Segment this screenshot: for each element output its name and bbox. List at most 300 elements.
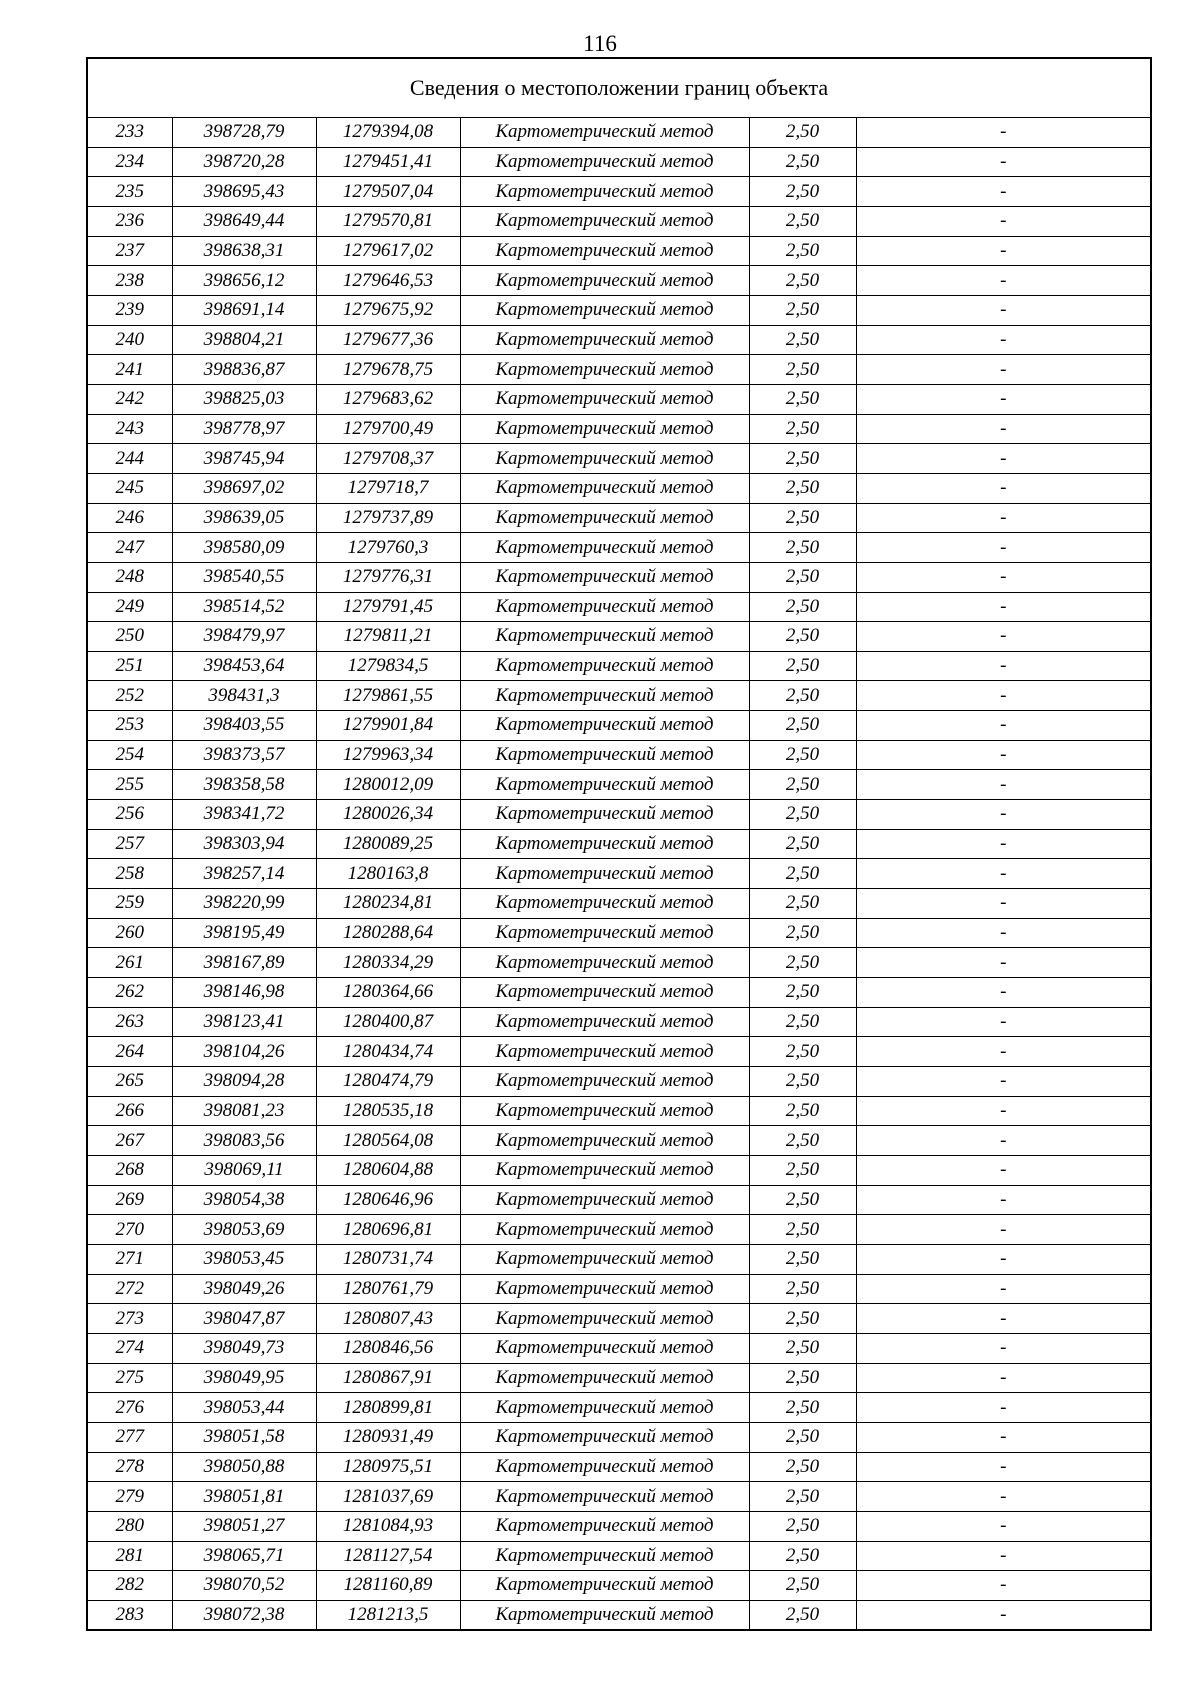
y-coordinate-cell: 1279791,45 (316, 592, 460, 622)
x-coordinate-cell: 398050,88 (172, 1452, 316, 1482)
point-number-cell: 279 (87, 1482, 172, 1512)
method-cell: Картометрический метод (460, 592, 749, 622)
point-number-cell: 250 (87, 622, 172, 652)
description-cell: - (856, 681, 1151, 711)
table-row (87, 118, 1151, 148)
table-row (87, 859, 1151, 889)
table-row (87, 1600, 1151, 1630)
y-coordinate-cell: 1279507,04 (316, 177, 460, 207)
description-cell: - (856, 651, 1151, 681)
y-coordinate-cell: 1281037,69 (316, 1482, 460, 1512)
y-coordinate-cell: 1280846,56 (316, 1333, 460, 1363)
point-number-cell: 252 (87, 681, 172, 711)
point-number-cell: 282 (87, 1571, 172, 1601)
y-coordinate-cell: 1279737,89 (316, 503, 460, 533)
y-coordinate-cell: 1279834,5 (316, 651, 460, 681)
y-coordinate-cell: 1280434,74 (316, 1037, 460, 1067)
method-cell: Картометрический метод (460, 1571, 749, 1601)
method-cell: Картометрический метод (460, 978, 749, 1008)
y-coordinate-cell: 1279394,08 (316, 118, 460, 148)
accuracy-cell: 2,50 (749, 1304, 856, 1334)
y-coordinate-cell: 1279963,34 (316, 740, 460, 770)
description-cell: - (856, 118, 1151, 148)
accuracy-cell: 2,50 (749, 1244, 856, 1274)
method-cell: Картометрический метод (460, 622, 749, 652)
method-cell: Картометрический метод (460, 859, 749, 889)
description-cell: - (856, 918, 1151, 948)
x-coordinate-cell: 398695,43 (172, 177, 316, 207)
point-number-cell: 262 (87, 978, 172, 1008)
table-row (87, 147, 1151, 177)
accuracy-cell: 2,50 (749, 295, 856, 325)
method-cell: Картометрический метод (460, 1007, 749, 1037)
accuracy-cell: 2,50 (749, 325, 856, 355)
accuracy-cell: 2,50 (749, 829, 856, 859)
point-number-cell: 273 (87, 1304, 172, 1334)
description-cell: - (856, 1482, 1151, 1512)
y-coordinate-cell: 1280163,8 (316, 859, 460, 889)
table-row (87, 295, 1151, 325)
accuracy-cell: 2,50 (749, 533, 856, 563)
method-cell: Картометрический метод (460, 384, 749, 414)
method-cell: Картометрический метод (460, 562, 749, 592)
point-number-cell: 251 (87, 651, 172, 681)
x-coordinate-cell: 398104,26 (172, 1037, 316, 1067)
method-cell: Картометрический метод (460, 236, 749, 266)
x-coordinate-cell: 398358,58 (172, 770, 316, 800)
x-coordinate-cell: 398051,27 (172, 1511, 316, 1541)
method-cell: Картометрический метод (460, 1244, 749, 1274)
table-row (87, 978, 1151, 1008)
x-coordinate-cell: 398047,87 (172, 1304, 316, 1334)
accuracy-cell: 2,50 (749, 562, 856, 592)
description-cell: - (856, 1304, 1151, 1334)
y-coordinate-cell: 1280535,18 (316, 1096, 460, 1126)
y-coordinate-cell: 1280012,09 (316, 770, 460, 800)
point-number-cell: 266 (87, 1096, 172, 1126)
accuracy-cell: 2,50 (749, 978, 856, 1008)
x-coordinate-cell: 398778,97 (172, 414, 316, 444)
x-coordinate-cell: 398220,99 (172, 889, 316, 919)
description-cell: - (856, 1422, 1151, 1452)
accuracy-cell: 2,50 (749, 1126, 856, 1156)
accuracy-cell: 2,50 (749, 147, 856, 177)
point-number-cell: 261 (87, 948, 172, 978)
point-number-cell: 283 (87, 1600, 172, 1630)
method-cell: Картометрический метод (460, 1482, 749, 1512)
method-cell: Картометрический метод (460, 118, 749, 148)
accuracy-cell: 2,50 (749, 1600, 856, 1630)
method-cell: Картометрический метод (460, 1185, 749, 1215)
table-row (87, 1541, 1151, 1571)
point-number-cell: 243 (87, 414, 172, 444)
point-number-cell: 264 (87, 1037, 172, 1067)
x-coordinate-cell: 398054,38 (172, 1185, 316, 1215)
table-row (87, 355, 1151, 385)
accuracy-cell: 2,50 (749, 1215, 856, 1245)
x-coordinate-cell: 398514,52 (172, 592, 316, 622)
point-number-cell: 235 (87, 177, 172, 207)
y-coordinate-cell: 1279677,36 (316, 325, 460, 355)
description-cell: - (856, 444, 1151, 474)
point-number-cell: 271 (87, 1244, 172, 1274)
x-coordinate-cell: 398745,94 (172, 444, 316, 474)
y-coordinate-cell: 1280474,79 (316, 1067, 460, 1097)
method-cell: Картометрический метод (460, 711, 749, 741)
description-cell: - (856, 1185, 1151, 1215)
y-coordinate-cell: 1280334,29 (316, 948, 460, 978)
method-cell: Картометрический метод (460, 1393, 749, 1423)
y-coordinate-cell: 1280975,51 (316, 1452, 460, 1482)
table-row (87, 444, 1151, 474)
method-cell: Картометрический метод (460, 1126, 749, 1156)
x-coordinate-cell: 398836,87 (172, 355, 316, 385)
accuracy-cell: 2,50 (749, 266, 856, 296)
method-cell: Картометрический метод (460, 444, 749, 474)
table-row (87, 1215, 1151, 1245)
x-coordinate-cell: 398065,71 (172, 1541, 316, 1571)
x-coordinate-cell: 398051,81 (172, 1482, 316, 1512)
accuracy-cell: 2,50 (749, 177, 856, 207)
x-coordinate-cell: 398804,21 (172, 325, 316, 355)
x-coordinate-cell: 398257,14 (172, 859, 316, 889)
table-row (87, 829, 1151, 859)
method-cell: Картометрический метод (460, 1511, 749, 1541)
accuracy-cell: 2,50 (749, 236, 856, 266)
table-row (87, 1511, 1151, 1541)
description-cell: - (856, 1037, 1151, 1067)
method-cell: Картометрический метод (460, 147, 749, 177)
description-cell: - (856, 1096, 1151, 1126)
method-cell: Картометрический метод (460, 1452, 749, 1482)
description-cell: - (856, 533, 1151, 563)
table-row (87, 1393, 1151, 1423)
point-number-cell: 260 (87, 918, 172, 948)
x-coordinate-cell: 398649,44 (172, 206, 316, 236)
accuracy-cell: 2,50 (749, 1007, 856, 1037)
point-number-cell: 253 (87, 711, 172, 741)
table-row (87, 1482, 1151, 1512)
y-coordinate-cell: 1279678,75 (316, 355, 460, 385)
method-cell: Картометрический метод (460, 1037, 749, 1067)
method-cell: Картометрический метод (460, 681, 749, 711)
method-cell: Картометрический метод (460, 1096, 749, 1126)
description-cell: - (856, 147, 1151, 177)
accuracy-cell: 2,50 (749, 859, 856, 889)
point-number-cell: 255 (87, 770, 172, 800)
method-cell: Картометрический метод (460, 918, 749, 948)
table-row (87, 384, 1151, 414)
description-cell: - (856, 236, 1151, 266)
description-cell: - (856, 1126, 1151, 1156)
y-coordinate-cell: 1280364,66 (316, 978, 460, 1008)
method-cell: Картометрический метод (460, 533, 749, 563)
accuracy-cell: 2,50 (749, 503, 856, 533)
point-number-cell: 248 (87, 562, 172, 592)
y-coordinate-cell: 1281084,93 (316, 1511, 460, 1541)
y-coordinate-cell: 1279617,02 (316, 236, 460, 266)
table-row (87, 1067, 1151, 1097)
table-row (87, 1304, 1151, 1334)
accuracy-cell: 2,50 (749, 1393, 856, 1423)
point-number-cell: 272 (87, 1274, 172, 1304)
y-coordinate-cell: 1280400,87 (316, 1007, 460, 1037)
description-cell: - (856, 325, 1151, 355)
accuracy-cell: 2,50 (749, 800, 856, 830)
y-coordinate-cell: 1279811,21 (316, 622, 460, 652)
point-number-cell: 242 (87, 384, 172, 414)
accuracy-cell: 2,50 (749, 1155, 856, 1185)
point-number-cell: 278 (87, 1452, 172, 1482)
description-cell: - (856, 1600, 1151, 1630)
point-number-cell: 245 (87, 473, 172, 503)
y-coordinate-cell: 1281213,5 (316, 1600, 460, 1630)
point-number-cell: 267 (87, 1126, 172, 1156)
method-cell: Картометрический метод (460, 1274, 749, 1304)
accuracy-cell: 2,50 (749, 622, 856, 652)
y-coordinate-cell: 1280234,81 (316, 889, 460, 919)
accuracy-cell: 2,50 (749, 1096, 856, 1126)
method-cell: Картометрический метод (460, 1155, 749, 1185)
y-coordinate-cell: 1280604,88 (316, 1155, 460, 1185)
description-cell: - (856, 1215, 1151, 1245)
accuracy-cell: 2,50 (749, 1363, 856, 1393)
table-row (87, 562, 1151, 592)
description-cell: - (856, 740, 1151, 770)
point-number-cell: 280 (87, 1511, 172, 1541)
table-row (87, 770, 1151, 800)
x-coordinate-cell: 398728,79 (172, 118, 316, 148)
y-coordinate-cell: 1280867,91 (316, 1363, 460, 1393)
method-cell: Картометрический метод (460, 503, 749, 533)
table-row (87, 266, 1151, 296)
table-row (87, 711, 1151, 741)
description-cell: - (856, 295, 1151, 325)
description-cell: - (856, 1067, 1151, 1097)
description-cell: - (856, 829, 1151, 859)
y-coordinate-cell: 1281160,89 (316, 1571, 460, 1601)
accuracy-cell: 2,50 (749, 1274, 856, 1304)
accuracy-cell: 2,50 (749, 206, 856, 236)
method-cell: Картометрический метод (460, 770, 749, 800)
method-cell: Картометрический метод (460, 829, 749, 859)
description-cell: - (856, 503, 1151, 533)
point-number-cell: 247 (87, 533, 172, 563)
accuracy-cell: 2,50 (749, 1422, 856, 1452)
y-coordinate-cell: 1280731,74 (316, 1244, 460, 1274)
table-row (87, 236, 1151, 266)
point-number-cell: 259 (87, 889, 172, 919)
description-cell: - (856, 1007, 1151, 1037)
point-number-cell: 239 (87, 295, 172, 325)
table-row (87, 622, 1151, 652)
description-cell: - (856, 978, 1151, 1008)
method-cell: Картометрический метод (460, 473, 749, 503)
y-coordinate-cell: 1279760,3 (316, 533, 460, 563)
x-coordinate-cell: 398070,52 (172, 1571, 316, 1601)
x-coordinate-cell: 398403,55 (172, 711, 316, 741)
method-cell: Картометрический метод (460, 1215, 749, 1245)
accuracy-cell: 2,50 (749, 473, 856, 503)
table-row (87, 503, 1151, 533)
description-cell: - (856, 1155, 1151, 1185)
method-cell: Картометрический метод (460, 177, 749, 207)
point-number-cell: 256 (87, 800, 172, 830)
point-number-cell: 240 (87, 325, 172, 355)
y-coordinate-cell: 1279700,49 (316, 414, 460, 444)
table-row (87, 414, 1151, 444)
method-cell: Картометрический метод (460, 1067, 749, 1097)
x-coordinate-cell: 398656,12 (172, 266, 316, 296)
accuracy-cell: 2,50 (749, 1333, 856, 1363)
accuracy-cell: 2,50 (749, 711, 856, 741)
description-cell: - (856, 1511, 1151, 1541)
table-row (87, 1126, 1151, 1156)
x-coordinate-cell: 398303,94 (172, 829, 316, 859)
x-coordinate-cell: 398431,3 (172, 681, 316, 711)
method-cell: Картометрический метод (460, 651, 749, 681)
table-row (87, 533, 1151, 563)
method-cell: Картометрический метод (460, 1304, 749, 1334)
table-row (87, 206, 1151, 236)
method-cell: Картометрический метод (460, 414, 749, 444)
accuracy-cell: 2,50 (749, 889, 856, 919)
description-cell: - (856, 800, 1151, 830)
x-coordinate-cell: 398049,95 (172, 1363, 316, 1393)
point-number-cell: 238 (87, 266, 172, 296)
y-coordinate-cell: 1279901,84 (316, 711, 460, 741)
table-row (87, 1185, 1151, 1215)
x-coordinate-cell: 398195,49 (172, 918, 316, 948)
point-number-cell: 249 (87, 592, 172, 622)
method-cell: Картометрический метод (460, 1541, 749, 1571)
description-cell: - (856, 889, 1151, 919)
x-coordinate-cell: 398146,98 (172, 978, 316, 1008)
table-row (87, 325, 1151, 355)
description-cell: - (856, 948, 1151, 978)
description-cell: - (856, 1541, 1151, 1571)
method-cell: Картометрический метод (460, 1600, 749, 1630)
table-row (87, 1274, 1151, 1304)
method-cell: Картометрический метод (460, 889, 749, 919)
method-cell: Картометрический метод (460, 325, 749, 355)
y-coordinate-cell: 1280761,79 (316, 1274, 460, 1304)
point-number-cell: 263 (87, 1007, 172, 1037)
description-cell: - (856, 206, 1151, 236)
description-cell: - (856, 711, 1151, 741)
accuracy-cell: 2,50 (749, 1511, 856, 1541)
description-cell: - (856, 1244, 1151, 1274)
description-cell: - (856, 177, 1151, 207)
accuracy-cell: 2,50 (749, 681, 856, 711)
method-cell: Картометрический метод (460, 740, 749, 770)
method-cell: Картометрический метод (460, 355, 749, 385)
method-cell: Картометрический метод (460, 948, 749, 978)
table-row (87, 681, 1151, 711)
description-cell: - (856, 562, 1151, 592)
accuracy-cell: 2,50 (749, 1452, 856, 1482)
y-coordinate-cell: 1280564,08 (316, 1126, 460, 1156)
x-coordinate-cell: 398453,64 (172, 651, 316, 681)
x-coordinate-cell: 398697,02 (172, 473, 316, 503)
y-coordinate-cell: 1279570,81 (316, 206, 460, 236)
table-row (87, 918, 1151, 948)
table-row (87, 1363, 1151, 1393)
point-number-cell: 241 (87, 355, 172, 385)
point-number-cell: 268 (87, 1155, 172, 1185)
accuracy-cell: 2,50 (749, 1571, 856, 1601)
y-coordinate-cell: 1279451,41 (316, 147, 460, 177)
description-cell: - (856, 414, 1151, 444)
description-cell: - (856, 1274, 1151, 1304)
point-number-cell: 234 (87, 147, 172, 177)
table-row (87, 740, 1151, 770)
method-cell: Картометрический метод (460, 800, 749, 830)
method-cell: Картометрический метод (460, 295, 749, 325)
y-coordinate-cell: 1280931,49 (316, 1422, 460, 1452)
point-number-cell: 274 (87, 1333, 172, 1363)
page-number: 116 (583, 31, 617, 56)
accuracy-cell: 2,50 (749, 770, 856, 800)
description-cell: - (856, 266, 1151, 296)
table-row (87, 651, 1151, 681)
table-title-row (87, 58, 1151, 118)
table-row (87, 1096, 1151, 1126)
description-cell: - (856, 1452, 1151, 1482)
accuracy-cell: 2,50 (749, 592, 856, 622)
x-coordinate-cell: 398049,73 (172, 1333, 316, 1363)
method-cell: Картометрический метод (460, 266, 749, 296)
y-coordinate-cell: 1279718,7 (316, 473, 460, 503)
table-row (87, 948, 1151, 978)
method-cell: Картометрический метод (460, 1333, 749, 1363)
description-cell: - (856, 384, 1151, 414)
table-row (87, 1155, 1151, 1185)
x-coordinate-cell: 398479,97 (172, 622, 316, 652)
y-coordinate-cell: 1279708,37 (316, 444, 460, 474)
point-number-cell: 269 (87, 1185, 172, 1215)
point-number-cell: 233 (87, 118, 172, 148)
boundary-table (86, 57, 1152, 1631)
accuracy-cell: 2,50 (749, 1482, 856, 1512)
y-coordinate-cell: 1280288,64 (316, 918, 460, 948)
y-coordinate-cell: 1279683,62 (316, 384, 460, 414)
description-cell: - (856, 1333, 1151, 1363)
method-cell: Картометрический метод (460, 206, 749, 236)
y-coordinate-cell: 1279646,53 (316, 266, 460, 296)
point-number-cell: 276 (87, 1393, 172, 1423)
accuracy-cell: 2,50 (749, 1037, 856, 1067)
y-coordinate-cell: 1279861,55 (316, 681, 460, 711)
accuracy-cell: 2,50 (749, 118, 856, 148)
point-number-cell: 265 (87, 1067, 172, 1097)
table-row (87, 889, 1151, 919)
y-coordinate-cell: 1279675,92 (316, 295, 460, 325)
table-row (87, 1244, 1151, 1274)
point-number-cell: 277 (87, 1422, 172, 1452)
point-number-cell: 270 (87, 1215, 172, 1245)
x-coordinate-cell: 398691,14 (172, 295, 316, 325)
x-coordinate-cell: 398638,31 (172, 236, 316, 266)
table-body (87, 58, 1151, 1630)
table-row (87, 1422, 1151, 1452)
table-row (87, 1333, 1151, 1363)
table-row (87, 1037, 1151, 1067)
y-coordinate-cell: 1280807,43 (316, 1304, 460, 1334)
accuracy-cell: 2,50 (749, 414, 856, 444)
point-number-cell: 244 (87, 444, 172, 474)
point-number-cell: 281 (87, 1541, 172, 1571)
